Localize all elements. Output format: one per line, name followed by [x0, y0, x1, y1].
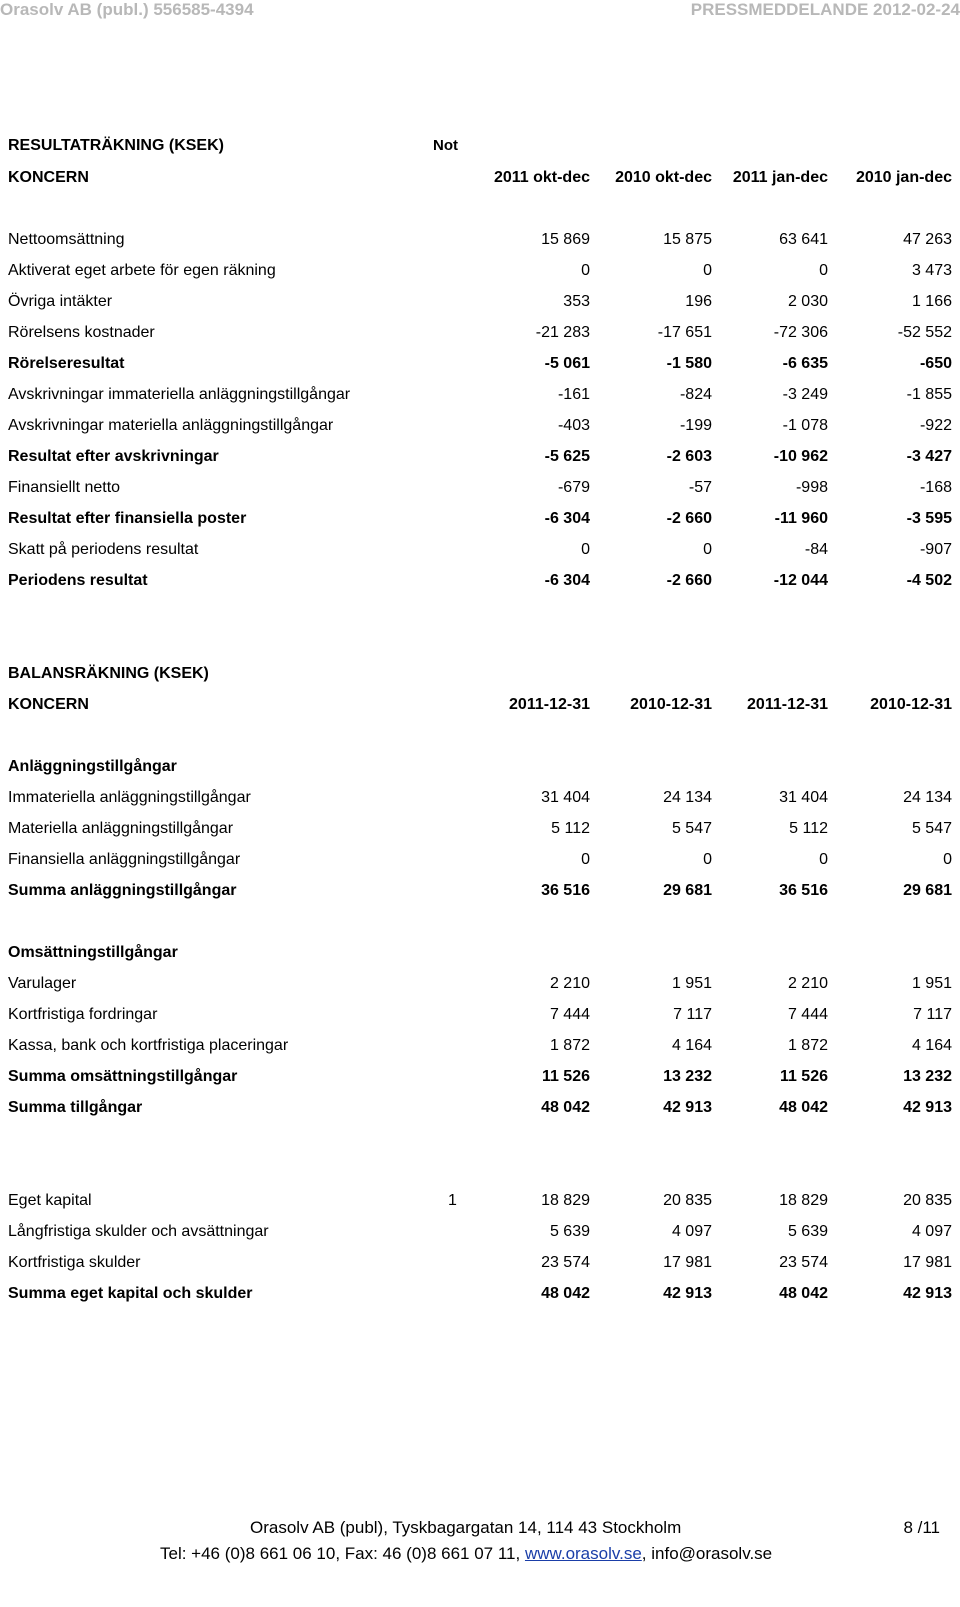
press-release-date: PRESSMEDDELANDE 2012-02-24: [690, 0, 960, 19]
row-value: 3 473: [911, 262, 952, 279]
row-value: -3 249: [782, 386, 828, 403]
row-value: 23 574: [541, 1254, 590, 1271]
table-row: [8, 507, 952, 531]
row-value: 5 112: [789, 820, 828, 837]
row-value: 18 829: [541, 1192, 590, 1209]
fixed-assets-title: Anläggningstillgångar: [8, 758, 177, 775]
row-value: 0: [703, 851, 712, 868]
row-value: -199: [679, 417, 712, 434]
row-label: Kortfristiga fordringar: [8, 1006, 158, 1023]
table-row: [8, 817, 952, 841]
row-value: 48 042: [779, 1099, 828, 1116]
row-label: Kortfristiga skulder: [8, 1254, 141, 1271]
row-label: Periodens resultat: [8, 572, 148, 589]
row-value: 5 639: [549, 1223, 590, 1240]
row-value: -403: [557, 417, 590, 434]
row-value: -998: [795, 479, 828, 496]
balance-title-row: [8, 662, 952, 686]
row-value: 1 951: [911, 975, 952, 992]
row-label: Summa anläggningstillgångar: [8, 882, 237, 899]
row-value: 7 117: [673, 1006, 712, 1023]
row-label: Materiella anläggningstillgångar: [8, 820, 234, 837]
row-value: 42 913: [663, 1099, 712, 1116]
row-value: 31 404: [779, 789, 828, 806]
row-value: -5 625: [544, 448, 590, 465]
row-value: 7 444: [787, 1006, 828, 1023]
income-col-header: 2011 jan-dec: [732, 169, 828, 186]
row-value: 48 042: [541, 1099, 590, 1116]
row-value: 7 444: [549, 1006, 590, 1023]
row-value: 20 835: [663, 1192, 712, 1209]
row-value: 1 872: [787, 1037, 828, 1054]
table-row: [8, 879, 952, 903]
row-value: 0: [581, 851, 590, 868]
balance-col-header: 2011-12-31: [509, 696, 590, 713]
row-label: Varulager: [8, 975, 77, 992]
row-value: -2 603: [666, 448, 712, 465]
row-value: 15 869: [541, 231, 590, 248]
row-value: -6 635: [782, 355, 828, 372]
row-value: 5 547: [671, 820, 712, 837]
row-value: 196: [685, 293, 712, 310]
table-row: [8, 259, 952, 283]
page-number: 8 /11: [903, 1518, 940, 1537]
income-statement-title: RESULTATRÄKNING (KSEK): [8, 137, 224, 154]
row-value: 4 097: [911, 1223, 952, 1240]
row-value: 4 164: [671, 1037, 712, 1054]
table-row: [8, 321, 952, 345]
row-value: -11 960: [774, 510, 828, 527]
row-label: Övriga intäkter: [8, 293, 113, 310]
current-assets-title: Omsättningstillgångar: [8, 944, 178, 961]
row-label: Finansiellt netto: [8, 479, 121, 496]
row-value: -679: [557, 479, 590, 496]
table-row: [8, 786, 952, 810]
row-value: 63 641: [779, 231, 828, 248]
row-value: -52 552: [897, 324, 952, 341]
row-value: -6 304: [544, 572, 590, 589]
table-row: [8, 1251, 952, 1275]
row-value: 2 210: [549, 975, 590, 992]
row-value: 0: [581, 262, 590, 279]
row-label: Avskrivningar immateriella anläggningstillgångar: [8, 386, 351, 403]
table-row: [8, 414, 952, 438]
row-value: 0: [581, 541, 590, 558]
row-value: -10 962: [773, 448, 828, 465]
table-row: [8, 476, 952, 500]
row-value: -650: [919, 355, 952, 372]
row-value: 0: [703, 541, 712, 558]
balance-col-header: 2010-12-31: [870, 696, 952, 713]
row-value: -1 078: [782, 417, 828, 434]
row-value: -84: [804, 541, 828, 558]
website-link[interactable]: www.orasolv.se: [524, 1544, 642, 1563]
row-value: 353: [563, 293, 590, 310]
row-value: -4 502: [906, 572, 952, 589]
row-value: 0: [819, 262, 828, 279]
balance-group-label: KONCERN: [8, 696, 89, 713]
table-row: [8, 1220, 952, 1244]
row-value: 1 872: [549, 1037, 590, 1054]
current-assets-section-row: [8, 941, 952, 965]
row-label: Nettoomsättning: [8, 231, 125, 248]
row-label: Resultat efter finansiella poster: [8, 510, 247, 527]
footer-contact-suffix: , info@orasolv.se: [641, 1544, 773, 1563]
row-value: 48 042: [541, 1285, 590, 1302]
row-value: -907: [919, 541, 952, 558]
row-value: -6 304: [544, 510, 590, 527]
row-value: 36 516: [541, 882, 590, 899]
table-row: [8, 848, 952, 872]
footer-contact: [160, 1544, 772, 1564]
row-value: 36 516: [779, 882, 828, 899]
row-value: 24 134: [903, 789, 952, 806]
row-label: Resultat efter avskrivningar: [8, 448, 219, 465]
row-value: -2 660: [666, 510, 712, 527]
balance-col-header: 2010-12-31: [630, 696, 712, 713]
row-value: 48 042: [779, 1285, 828, 1302]
row-value: 17 981: [903, 1254, 952, 1271]
income-columns-row: [8, 166, 952, 190]
table-row: [8, 352, 952, 376]
row-value: 42 913: [663, 1285, 712, 1302]
row-value: 42 913: [903, 1285, 952, 1302]
table-row: [8, 290, 952, 314]
row-value: 15 875: [663, 231, 712, 248]
table-row: [8, 972, 952, 996]
row-value: 13 232: [903, 1068, 952, 1085]
row-note: 1: [448, 1192, 457, 1209]
row-value: -1 855: [906, 386, 952, 403]
row-value: 4 164: [911, 1037, 952, 1054]
fixed-assets-section-row: [8, 755, 952, 779]
row-value: -5 061: [544, 355, 590, 372]
row-value: -12 044: [773, 572, 828, 589]
row-value: 31 404: [541, 789, 590, 806]
income-col-header: 2011 okt-dec: [493, 169, 590, 186]
row-label: Rörelsens kostnader: [8, 324, 155, 341]
row-value: 5 112: [551, 820, 590, 837]
income-title-row: [8, 134, 952, 158]
row-value: 29 681: [903, 882, 952, 899]
row-label: Immateriella anläggningstillgångar: [8, 789, 251, 806]
row-label: Rörelseresultat: [8, 355, 125, 372]
table-row: [8, 1003, 952, 1027]
table-row: [8, 1034, 952, 1058]
balance-sheet-title: BALANSRÄKNING (KSEK): [8, 665, 209, 682]
row-value: -21 283: [535, 324, 590, 341]
row-value: 13 232: [663, 1068, 712, 1085]
row-label: Summa eget kapital och skulder: [8, 1285, 253, 1302]
row-label: Summa omsättningstillgångar: [8, 1068, 238, 1085]
row-label: Aktiverat eget arbete för egen räkning: [8, 262, 276, 279]
row-value: 24 134: [663, 789, 712, 806]
row-value: -17 651: [657, 324, 712, 341]
income-col-header: 2010 okt-dec: [615, 169, 712, 186]
footer-address: Orasolv AB (publ), Tyskbagargatan 14, 114 43 Stockholm: [250, 1518, 682, 1537]
row-value: 47 263: [903, 231, 952, 248]
row-value: 18 829: [779, 1192, 828, 1209]
row-value: -824: [679, 386, 712, 403]
table-row: [8, 228, 952, 252]
row-value: -72 306: [773, 324, 828, 341]
income-group-label: KONCERN: [8, 169, 89, 186]
row-value: 5 547: [911, 820, 952, 837]
row-label: Finansiella anläggningstillgångar: [8, 851, 241, 868]
row-value: 11 526: [779, 1068, 828, 1085]
income-col-header: 2010 jan-dec: [855, 169, 952, 186]
row-value: 4 097: [671, 1223, 712, 1240]
row-value: 11 526: [541, 1068, 590, 1085]
financial-statements: [8, 0, 952, 1500]
row-value: -168: [919, 479, 952, 496]
row-value: 0: [943, 851, 952, 868]
row-value: 1 166: [911, 293, 952, 310]
row-value: 1 951: [671, 975, 712, 992]
row-value: -3 595: [906, 510, 952, 527]
note-column-header: Not: [433, 137, 458, 154]
table-row: [8, 538, 952, 562]
row-label: Kassa, bank och kortfristiga placeringar: [8, 1037, 289, 1054]
row-label: Summa tillgångar: [8, 1099, 143, 1116]
balance-columns-row: [8, 693, 952, 717]
row-label: Skatt på periodens resultat: [8, 541, 199, 558]
table-row: [8, 1065, 952, 1089]
table-row: [8, 1282, 952, 1306]
balance-col-header: 2011-12-31: [747, 696, 828, 713]
row-value: 20 835: [903, 1192, 952, 1209]
row-label: Avskrivningar materiella anläggningstillgångar: [8, 417, 334, 434]
table-row: [8, 1189, 952, 1213]
row-value: 5 639: [787, 1223, 828, 1240]
footer-contact-prefix: Tel: +46 (0)8 661 06 10, Fax: 46 (0)8 661 07 11,: [160, 1544, 525, 1563]
row-value: 17 981: [663, 1254, 712, 1271]
row-value: 2 030: [787, 293, 828, 310]
row-value: 0: [819, 851, 828, 868]
row-value: 0: [703, 262, 712, 279]
company-id: Orasolv AB (publ.) 556585-4394: [0, 0, 254, 19]
table-row: [8, 1096, 952, 1120]
table-row: [8, 445, 952, 469]
row-value: -57: [688, 479, 712, 496]
row-value: -3 427: [906, 448, 952, 465]
table-row: [8, 383, 952, 407]
row-value: -1 580: [666, 355, 712, 372]
row-value: -2 660: [666, 572, 712, 589]
row-value: 42 913: [903, 1099, 952, 1116]
row-value: 23 574: [779, 1254, 828, 1271]
row-value: 2 210: [787, 975, 828, 992]
row-value: -161: [557, 386, 590, 403]
row-value: 7 117: [913, 1006, 952, 1023]
row-value: -922: [919, 417, 952, 434]
table-row: [8, 569, 952, 593]
row-label: Eget kapital: [8, 1192, 92, 1209]
row-value: 29 681: [663, 882, 712, 899]
row-label: Långfristiga skulder och avsättningar: [8, 1223, 269, 1240]
